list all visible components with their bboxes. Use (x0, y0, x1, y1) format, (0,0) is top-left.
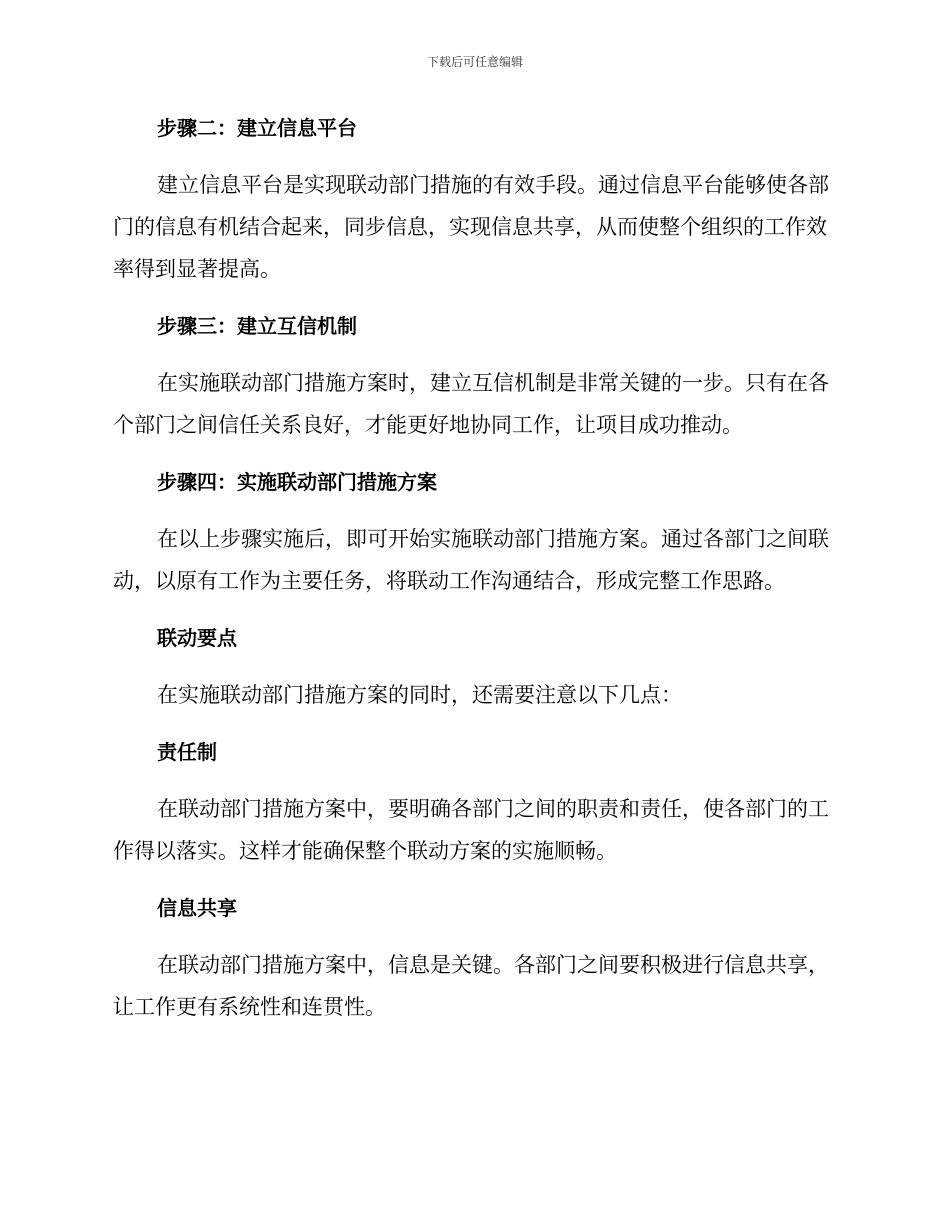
section-heading: 联动要点 (157, 626, 237, 650)
section-step-three (113, 308, 835, 464)
section-info-sharing (113, 890, 835, 1028)
page-header-note: 下载后可任意编辑 (426, 55, 523, 69)
section-paragraph: 在以上步骤实施后，即可开始实施联动部门措施方案。通过各部门之间联动，以原有工作为主要任务，将联动工作沟通结合，形成完整工作思路。 (113, 527, 829, 593)
section-key-points (113, 620, 835, 734)
section-heading: 步骤二：建立信息平台 (157, 116, 357, 140)
section-heading: 责任制 (157, 740, 217, 764)
section-paragraph: 在实施联动部门措施方案时，建立互信机制是非常关键的一步。只有在各个部门之间信任关系良好，才能更好地协同工作，让项目成功推动。 (113, 371, 829, 437)
section-step-two (113, 110, 835, 308)
section-paragraph: 在联动部门措施方案中，信息是关键。各部门之间要积极进行信息共享，让工作更有系统性和连贯性。 (113, 953, 829, 1019)
section-responsibility (113, 734, 835, 890)
section-paragraph: 建立信息平台是实现联动部门措施的有效手段。通过信息平台能够使各部门的信息有机结合起来，同步信息，实现信息共享，从而使整个组织的工作效率得到显著提高。 (113, 173, 829, 281)
section-heading: 步骤四：实施联动部门措施方案 (157, 470, 437, 494)
section-paragraph: 在实施联动部门措施方案的同时，还需要注意以下几点： (157, 683, 682, 707)
section-heading: 步骤三：建立互信机制 (157, 314, 357, 338)
document-body (113, 110, 835, 1028)
section-paragraph: 在联动部门措施方案中，要明确各部门之间的职责和责任，使各部门的工作得以落实。这样才能确保整个联动方案的实施顺畅。 (113, 797, 829, 863)
section-step-four (113, 464, 835, 620)
section-heading: 信息共享 (157, 896, 237, 920)
